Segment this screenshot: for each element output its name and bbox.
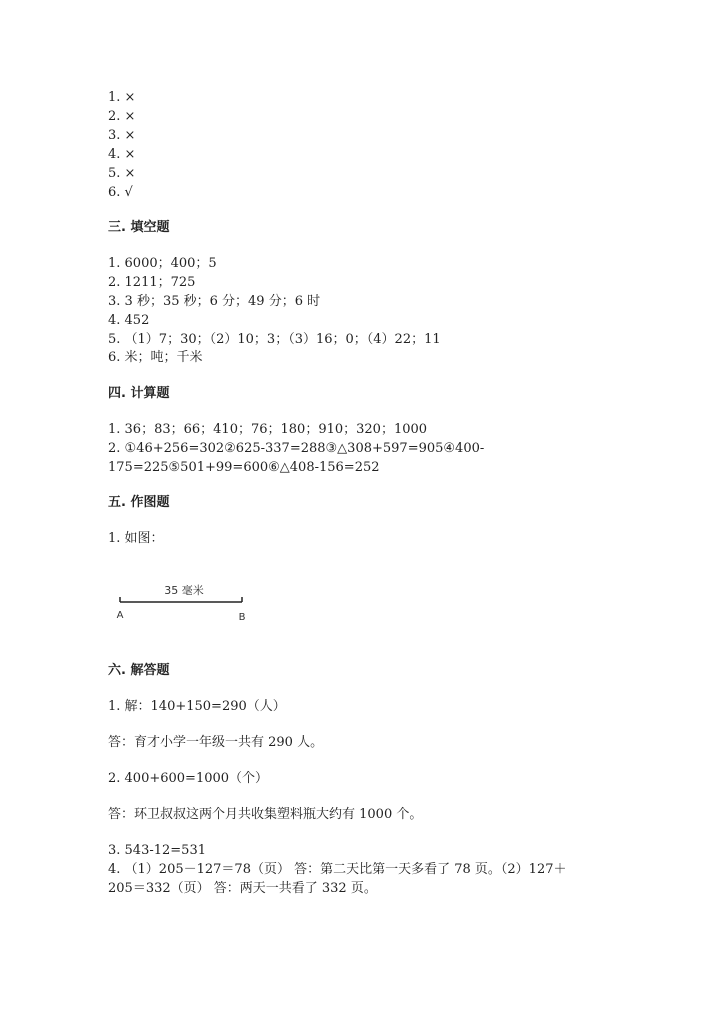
judge-item-6: 6. √ [108, 185, 133, 200]
calc-item-2: 2. ①46+256=302②625-337=288③△308+597=905④400- [108, 441, 485, 456]
point-b-label: B [238, 612, 246, 623]
fill-item-3: 3. 3 秒；35 秒；6 分；49 分；6 时 [108, 294, 321, 309]
fill-item-5: 5. （1）7；30；（2）10；3；（3）16；0；（4）22；11 [108, 332, 441, 347]
solve-answer-2: 答：环卫叔叔这两个月共收集塑料瓶大约有 1000 个。 [108, 807, 423, 822]
solve-answer-1: 答：育才小学一年级一共有 290 人。 [108, 735, 324, 750]
point-a-label: A [116, 610, 124, 621]
section-heading-calc: 四. 计算题 [108, 386, 170, 401]
judge-item-2: 2. × [108, 109, 136, 124]
line-segment-diagram [108, 578, 258, 628]
solve-question-2: 2. 400+600=1000（个） [108, 771, 269, 786]
section-heading-fill: 三. 填空题 [108, 220, 170, 235]
solve-question-1: 1. 解：140+150=290（人） [108, 699, 286, 714]
solve-question-4-continued: 205＝332（页） 答：两天一共看了 332 页。 [108, 881, 377, 896]
fill-item-2: 2. 1211；725 [108, 275, 196, 290]
judge-item-3: 3. × [108, 128, 136, 143]
segment-length-label: 35 毫米 [164, 584, 204, 597]
solve-question-4: 4. （1）205－127＝78（页） 答：第二天比第一天多看了 78 页。（2）127＋ [108, 862, 567, 877]
draw-item-1: 1. 如图： [108, 531, 164, 546]
section-heading-solve: 六. 解答题 [108, 663, 170, 678]
solve-question-3: 3. 543-12=531 [108, 843, 206, 858]
judge-item-4: 4. × [108, 147, 136, 162]
judge-item-5: 5. × [108, 166, 136, 181]
fill-item-4: 4. 452 [108, 313, 150, 328]
calc-item-1: 1. 36；83；66；410；76；180；910；320；1000 [108, 422, 428, 437]
fill-item-1: 1. 6000；400；5 [108, 256, 217, 271]
section-heading-draw: 五. 作图题 [108, 495, 170, 510]
fill-item-6: 6. 米；吨；千米 [108, 350, 203, 365]
calc-item-2-continued: 175=225⑤501+99=600⑥△408-156=252 [108, 460, 380, 475]
judge-item-1: 1. × [108, 90, 136, 105]
